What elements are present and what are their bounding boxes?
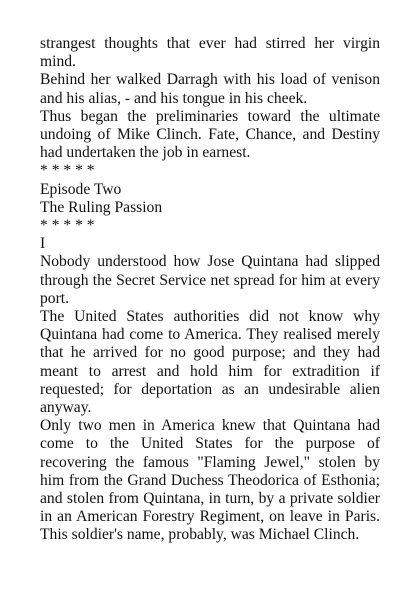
paragraph-authorities: The United States authorities did not know why Quintana had come to America. They realised merely that he arrived for no good purpose; and they had meant to arrest and hold him for extradition if requested; for deportation as an undesirable alien anyway. <box>40 308 380 417</box>
episode-heading: Episode Two <box>40 180 122 198</box>
paragraph-quintana-slipped: Nobody understood how Jose Quintana had slipped through the Secret Service net spread for him at every port. <box>40 253 380 307</box>
section-separator: * * * * * <box>40 217 95 235</box>
document-page <box>40 35 380 545</box>
paragraph-flaming-jewel: Only two men in America knew that Quintana had come to the United States for the purpose of recovering the famous "Flaming Jewel," stolen by him from the Grand Duchess Theodorica of Esthonia; and stolen from Quintana, in turn, by a private soldier in an American Forestry Regiment, on leave in Paris. This soldier's name, probably, was Michael Clinch. <box>40 417 380 544</box>
section-separator: * * * * * <box>40 162 95 180</box>
paragraph-darragh: Behind her walked Darragh with his load of venison and his alias, - and his tongue in his cheek. <box>40 71 380 107</box>
paragraph-continuation: strangest thoughts that ever had stirred her virgin mind. <box>40 35 380 71</box>
episode-title: The Ruling Passion <box>40 198 163 216</box>
chapter-number: I <box>40 235 46 253</box>
paragraph-preliminaries: Thus began the preliminaries toward the ultimate undoing of Mike Clinch. Fate, Chance, and Destiny had undertaken the job in earnest. <box>40 107 380 162</box>
